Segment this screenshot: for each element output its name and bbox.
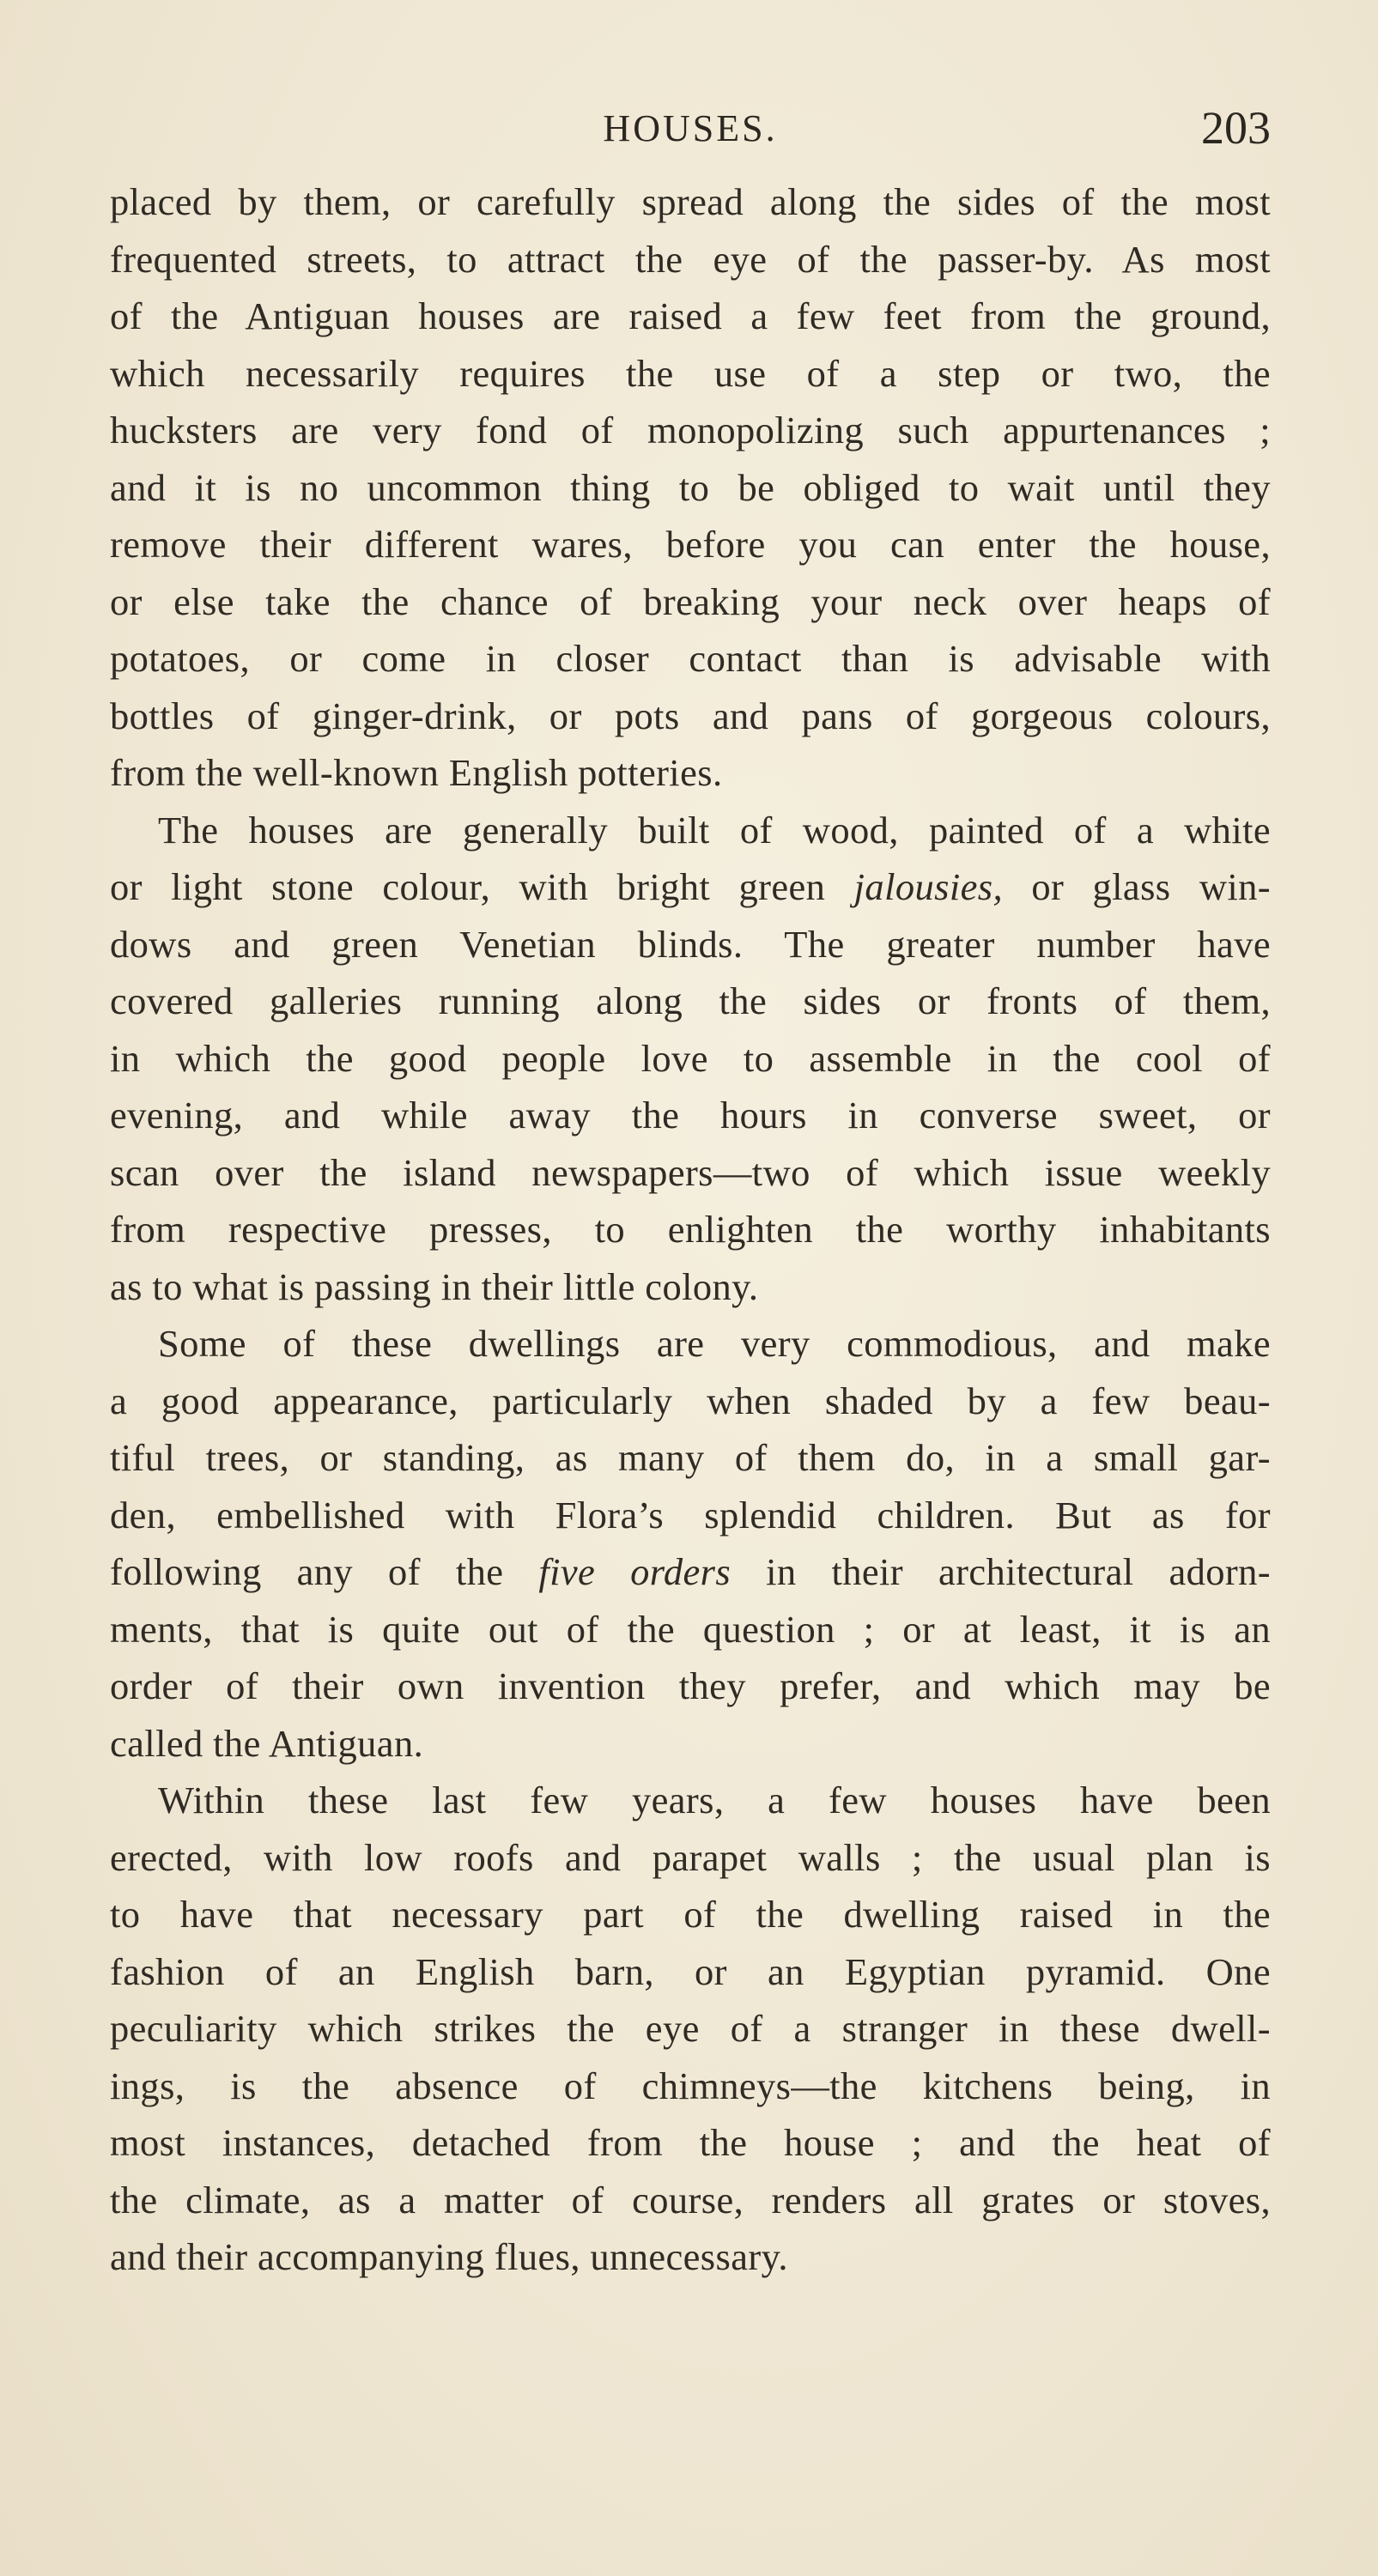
text-line: tiful trees, or standing, as many of them do, in a small gar- [110,1436,1271,1479]
text-line: evening, and while away the hours in converse sweet, or [110,1094,1271,1136]
italic-term: jalousies, [853,865,1004,908]
text-line: Some of these dwellings are very commodious, and make [158,1322,1271,1365]
text-line: the climate, as a matter of course, renders all grates or stoves, [110,2178,1271,2221]
text-line: or else take the chance of breaking your neck over heaps of [110,579,1271,623]
text-line: and it is no uncommon thing to be obliged to wait until they [110,465,1271,509]
text-line: potatoes, or come in closer contact than is advisable with [110,637,1271,680]
text-line: ings, is the absence of chimneys—the kitchens being, in [110,2064,1271,2107]
text-line: Within these last few years, a few houses have been [158,1779,1271,1821]
text-line: which necessarily requires the use of a step or two, the [110,351,1271,395]
running-head [110,101,1271,161]
text-segment: or glass win- [1003,865,1271,908]
text-line: a good appearance, particularly when shaded by a few beau- [110,1379,1271,1422]
text-line: dows and green Venetian blinds. The greater number have [110,922,1271,966]
text-line: erected, with low roofs and parapet walls ; the usual plan is [110,1835,1271,1879]
text-line: frequented streets, to attract the eye of the passer-by. As most [110,237,1271,281]
text-line: from respective presses, to enlighten the worthy inhabitants [110,1208,1271,1251]
text-line: order of their own invention they prefer, and which may be [110,1664,1271,1707]
text-line: ments, that is quite out of the question ; or at least, it is an [110,1607,1271,1651]
text-line [110,858,1271,916]
text-line: and their accompanying flues, unnecessary. [110,2235,788,2278]
text-line: remove their different wares, before you can enter the house, [110,523,1271,566]
body-text [110,173,1271,2286]
text-segment: or light stone colour, with bright green [110,865,854,908]
text-line: scan over the island newspapers—two of which issue weekly [110,1150,1271,1194]
text-line: most instances, detached from the house ; and the heat of [110,2121,1271,2164]
text-line: placed by them, or carefully spread along the sides of the most [110,180,1271,223]
text-line: to have that necessary part of the dwelling raised in the [110,1893,1271,1936]
text-line: called the Antiguan. [110,1721,424,1765]
text-line [110,1543,1271,1601]
text-line: from the well-known English potteries. [110,751,723,794]
text-segment: in their architectural adorn- [731,1550,1272,1593]
text-segment: following any of the [110,1550,539,1593]
text-line: fashion of an English barn, or an Egyptian pyramid. One [110,1949,1271,1993]
text-line: The houses are generally built of wood, painted of a white [158,808,1271,852]
text-line: peculiarity which strikes the eye of a stranger in these dwell- [110,2007,1271,2050]
text-line: in which the good people love to assemble in the cool of [110,1036,1271,1080]
running-title: HOUSES. [603,107,778,149]
text-line: of the Antiguan houses are raised a few feet from the ground, [110,294,1271,337]
text-line: hucksters are very fond of monopolizing such appurtenances ; [110,409,1271,452]
text-line: den, embellished with Flora’s splendid children. But as for [110,1493,1271,1537]
text-line: covered galleries running along the sides or fronts of them, [110,979,1271,1022]
italic-term: five orders [538,1550,731,1593]
text-line: bottles of ginger-drink, or pots and pans of gorgeous colours, [110,694,1271,737]
text-line: as to what is passing in their little colony. [110,1264,759,1308]
page-number: 203 [1201,102,1271,154]
